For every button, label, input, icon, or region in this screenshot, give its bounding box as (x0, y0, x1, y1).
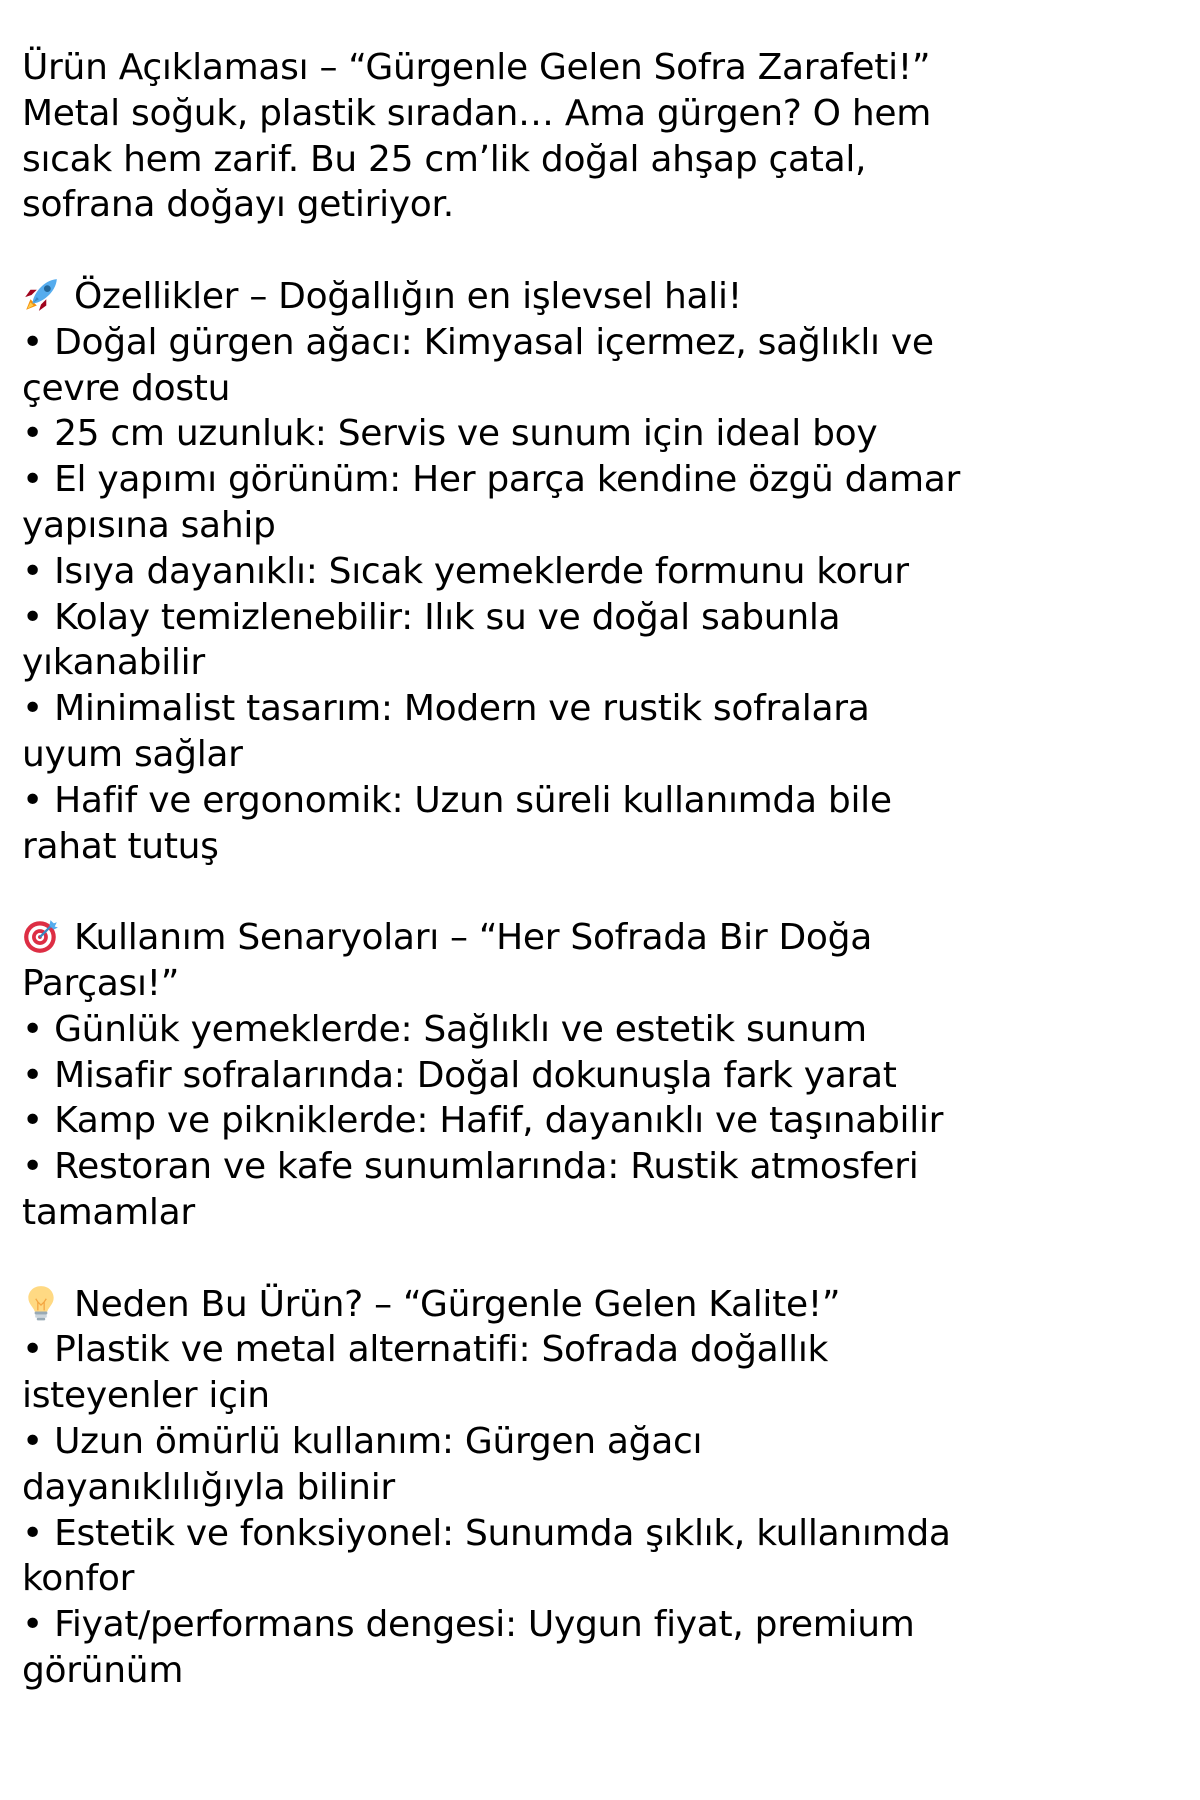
why-line: • Uzun ömürlü kullanım: Gürgen ağacı (22, 1420, 703, 1462)
why-line: görünüm (22, 1649, 184, 1691)
feature-line: • Kolay temizlenebilir: Ilık su ve doğal sabunla (22, 596, 841, 638)
why-heading-row (22, 1282, 1192, 1328)
why-line: • Plastik ve metal alternatifi: Sofrada doğallık (22, 1329, 829, 1371)
features-heading: Özellikler – Doğallığın en işlevsel hali! (74, 275, 742, 317)
feature-line: yapısına sahip (22, 504, 276, 546)
why-section (22, 1282, 1192, 1694)
feature-line: yıkanabilir (22, 642, 205, 684)
features-section (22, 274, 1192, 869)
why-line: konfor (22, 1558, 135, 1600)
why-line: isteyenler için (22, 1375, 270, 1417)
usage-line: • Restoran ve kafe sunumlarında: Rustik atmosferi (22, 1146, 919, 1188)
product-description (22, 45, 1192, 1694)
usage-heading-row (22, 915, 1192, 961)
intro-text-line: sıcak hem zarif. Bu 25 cm’lik doğal ahşap çatal, (22, 138, 867, 180)
spacer (22, 869, 1192, 915)
feature-line: • Doğal gürgen ağacı: Kimyasal içermez, sağlıklı ve (22, 321, 934, 363)
usage-line: • Misafir sofralarında: Doğal dokunuşla fark yarat (22, 1054, 897, 1096)
feature-line: rahat tutuş (22, 825, 219, 867)
usage-line: tamamlar (22, 1191, 195, 1233)
target-icon (22, 917, 60, 955)
usage-heading: Kullanım Senaryoları – “Her Sofrada Bir Doğa (74, 917, 872, 959)
why-line: • Estetik ve fonksiyonel: Sunumda şıklık, kullanımda (22, 1512, 951, 1554)
lightbulb-icon (22, 1284, 60, 1322)
feature-line: çevre dostu (22, 367, 231, 409)
spacer (22, 228, 1192, 274)
spacer (22, 1236, 1192, 1282)
intro-section (22, 45, 1192, 228)
intro-text-line: sofrana doğayı getiriyor. (22, 184, 454, 226)
feature-line: • El yapımı görünüm: Her parça kendine özgü damar (22, 459, 961, 501)
feature-line: • Hafif ve ergonomik: Uzun süreli kullanımda bile (22, 779, 892, 821)
why-line: • Fiyat/performans dengesi: Uygun fiyat, premium (22, 1604, 915, 1646)
feature-line: • Minimalist tasarım: Modern ve rustik sofralara (22, 688, 870, 730)
usage-section (22, 915, 1192, 1236)
features-heading-row (22, 274, 1192, 320)
intro-text-line: Metal soğuk, plastik sıradan… Ama gürgen? O hem (22, 92, 931, 134)
rocket-icon (22, 276, 60, 314)
why-heading: Neden Bu Ürün? – “Gürgenle Gelen Kalite!” (74, 1283, 841, 1325)
usage-heading-cont: Parçası!” (22, 962, 180, 1004)
feature-line: • 25 cm uzunluk: Servis ve sunum için ideal boy (22, 413, 878, 455)
feature-line: • Isıya dayanıklı: Sıcak yemeklerde formunu korur (22, 550, 909, 592)
intro-title: Ürün Açıklaması – “Gürgenle Gelen Sofra Zarafeti!” (22, 47, 931, 88)
why-line: dayanıklılığıyla bilinir (22, 1466, 395, 1508)
feature-line: uyum sağlar (22, 733, 243, 775)
usage-line: • Kamp ve pikniklerde: Hafif, dayanıklı ve taşınabilir (22, 1100, 944, 1142)
usage-line: • Günlük yemeklerde: Sağlıklı ve estetik sunum (22, 1008, 867, 1050)
